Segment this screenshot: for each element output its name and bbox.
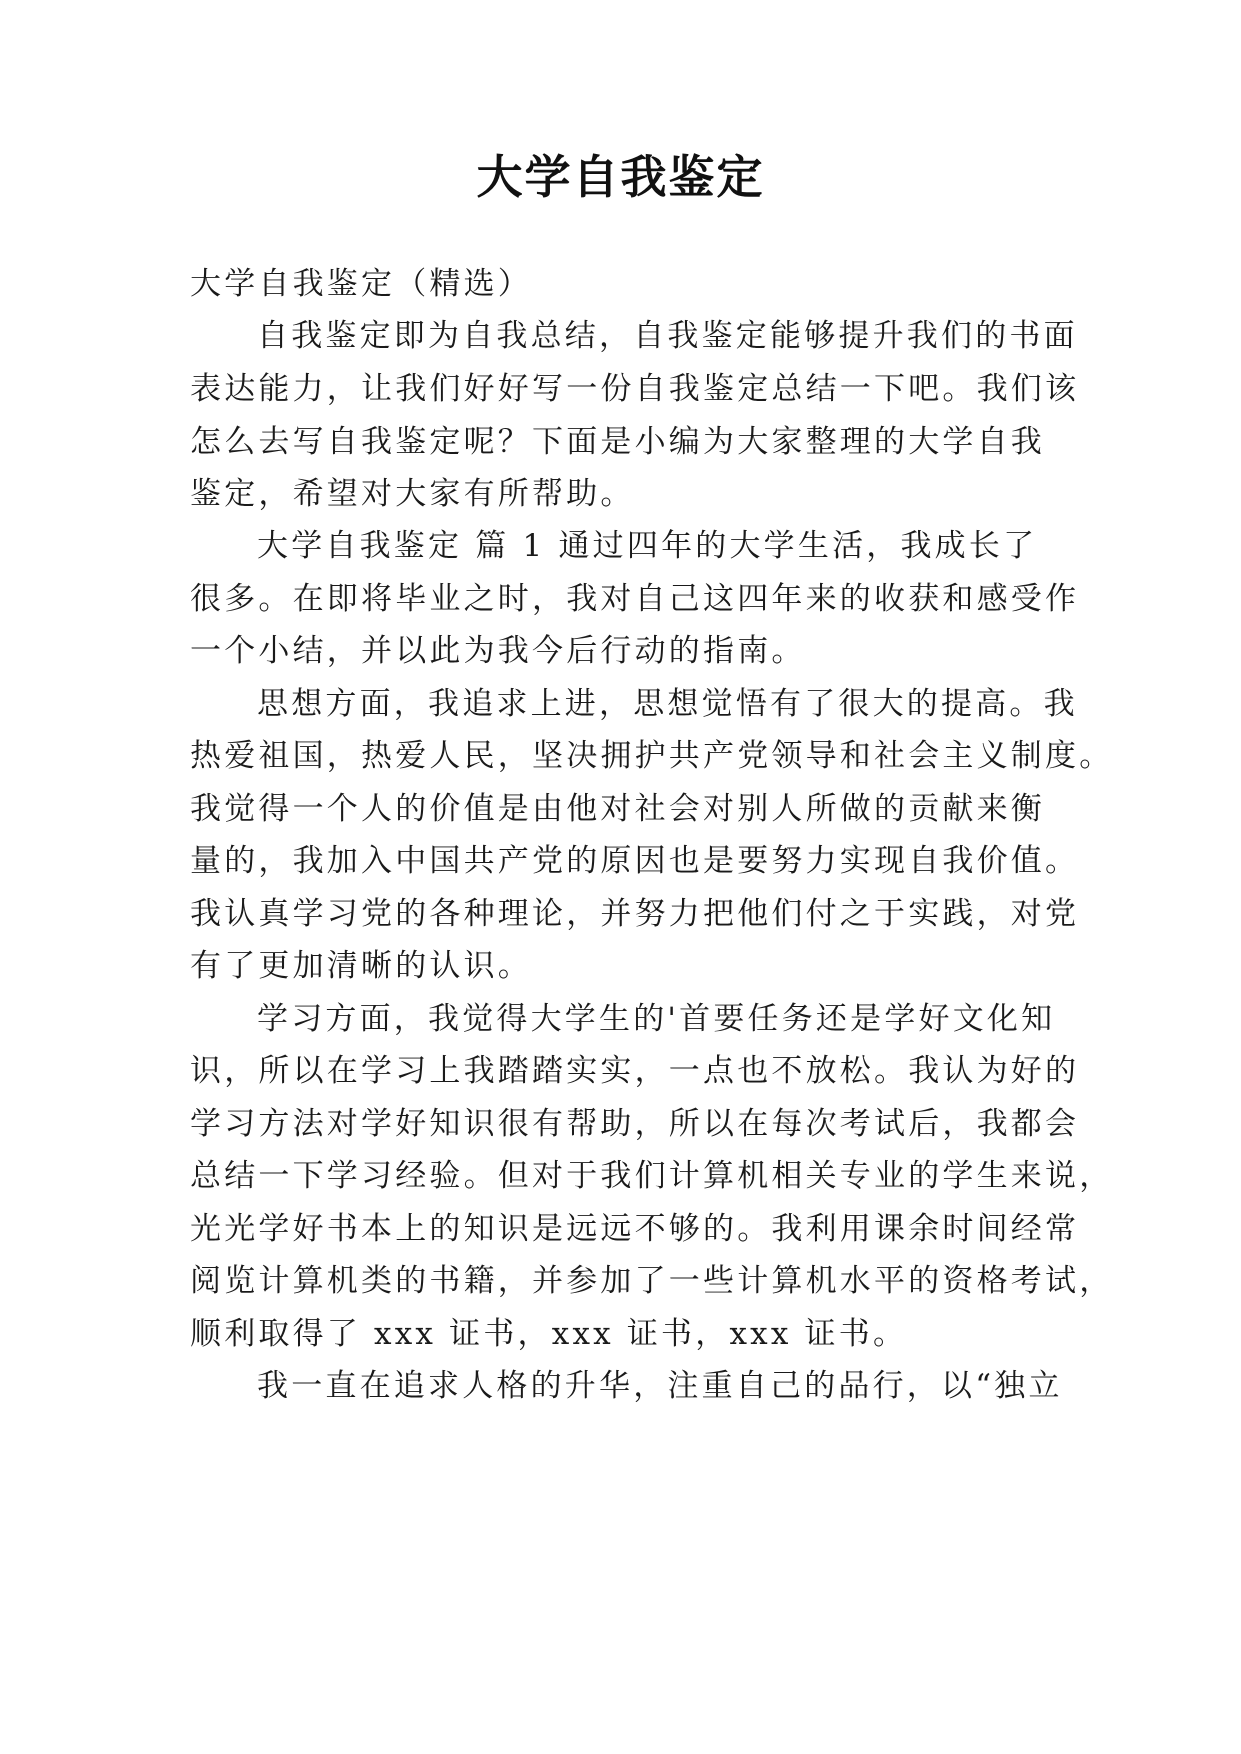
text-line: 一个小结，并以此为我今后行动的指南。: [190, 633, 806, 669]
text-line: 识，所以在学习上我踏踏实实，一点也不放松。我认为好的: [190, 1053, 1080, 1089]
subtitle-line: 大学自我鉴定（精选）: [190, 266, 532, 302]
text-line: 热爱祖国，热爱人民，坚决拥护共产党领导和社会主义制度。: [190, 738, 1114, 774]
text-line: 很多。在即将毕业之时，我对自己这四年来的收获和感受作: [190, 581, 1080, 617]
text-line: 鉴定，希望对大家有所帮助。: [190, 476, 635, 512]
text-line: 阅览计算机类的书籍，并参加了一些计算机水平的资格考试，: [190, 1263, 1114, 1299]
text-line: 有了更加清晰的认识。: [190, 948, 532, 984]
text-line: 自我鉴定即为自我总结，自我鉴定能够提升我们的书面: [257, 318, 1078, 354]
page-title: 大学自我鉴定: [476, 150, 765, 204]
text-line: 顺利取得了 xxx 证书，xxx 证书，xxx 证书。: [190, 1316, 908, 1352]
text-line: 表达能力，让我们好好写一份自我鉴定总结一下吧。我们该: [190, 371, 1080, 407]
text-line: 大学自我鉴定 篇 1 通过四年的大学生活，我成长了: [257, 528, 1038, 564]
text-line: 学习方法对学好知识很有帮助，所以在每次考试后，我都会: [190, 1106, 1080, 1142]
text-line: 学习方面，我觉得大学生的'首要任务还是学好文化知: [257, 1001, 1056, 1037]
text-line: 怎么去写自我鉴定呢？下面是小编为大家整理的大学自我: [190, 424, 1045, 460]
text-line: 量的，我加入中国共产党的原因也是要努力实现自我价值。: [190, 843, 1080, 879]
text-line: 总结一下学习经验。但对于我们计算机相关专业的学生来说，: [190, 1158, 1114, 1194]
text-line: 我一直在追求人格的升华，注重自己的品行，以“独立: [257, 1368, 1063, 1404]
text-line: 光光学好书本上的知识是远远不够的。我利用课余时间经常: [190, 1211, 1080, 1247]
text-line: 思想方面，我追求上进，思想觉悟有了很大的提高。我: [257, 686, 1078, 722]
text-line: 我觉得一个人的价值是由他对社会对别人所做的贡献来衡: [190, 791, 1045, 827]
text-line: 我认真学习党的各种理论，并努力把他们付之于实践，对党: [190, 896, 1080, 932]
